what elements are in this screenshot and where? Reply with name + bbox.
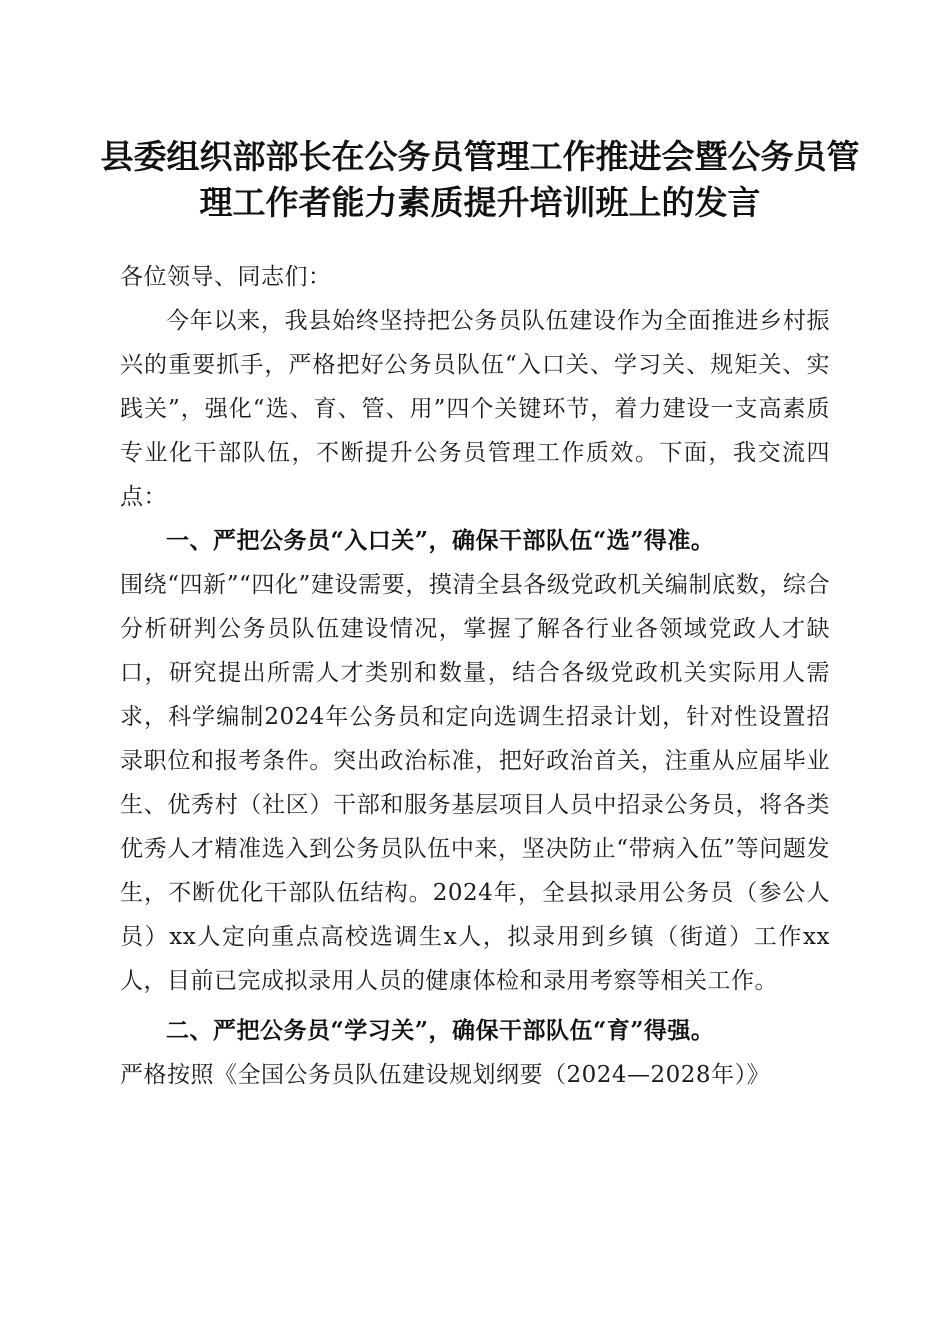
intro-paragraph: 今年以来，我县始终坚持把公务员队伍建设作为全面推进乡村振兴的重要抓手，严格把好公务员队伍“入口关、学习关、规矩关、实践关”，强化“选、育、管、用”四个关键环节，着力建设一支高素质专业化干部队伍，不断提升公务员管理工作质效。下面，我交流四点： [120,308,830,510]
document-title: 县委组织部部长在公务员管理工作推进会暨公务员管理工作者能力素质提升培训班上的发言 [100,137,860,222]
salutation: 各位领导、同志们： [120,264,332,290]
section-1-body: 围绕“四新”“四化”建设需要，摸清全县各级党政机关编制底数，综合分析研判公务员队伍建设情况，掌握了解各行业各领域党政人才缺口，研究提出所需人才类别和数量，结合各级党政机关实际用人需求，科学编制2024年公务员和定向选调生招录计划，针对性设置招录职位和报考条件。突出政治标准，把好政治首关，注重从应届毕业生、优秀村（社区）干部和服务基层项目人员中招录公务员，将各类优秀人才精准选入到公务员队伍中来，坚决防止“带病入伍”等问题发生，不断优化干部队伍结构。2024年，全县拟录用公务员（参公人员）xx人定向重点高校选调生x人，拟录用到乡镇（街道）工作xx人，目前已完成拟录用人员的健康体检和录用考察等相关工作。 [120,572,830,994]
section-2-body: 严格按照《全国公务员队伍建设规划纲要（2024—2028年）》 [120,1062,771,1088]
section-1-heading: 一、严把公务员“入口关”，确保干部队伍“选”得准。 [166,527,715,554]
document-body [120,255,830,1097]
section-2-heading: 二、严把公务员“学习关”，确保干部队伍“育”得强。 [166,1017,715,1044]
